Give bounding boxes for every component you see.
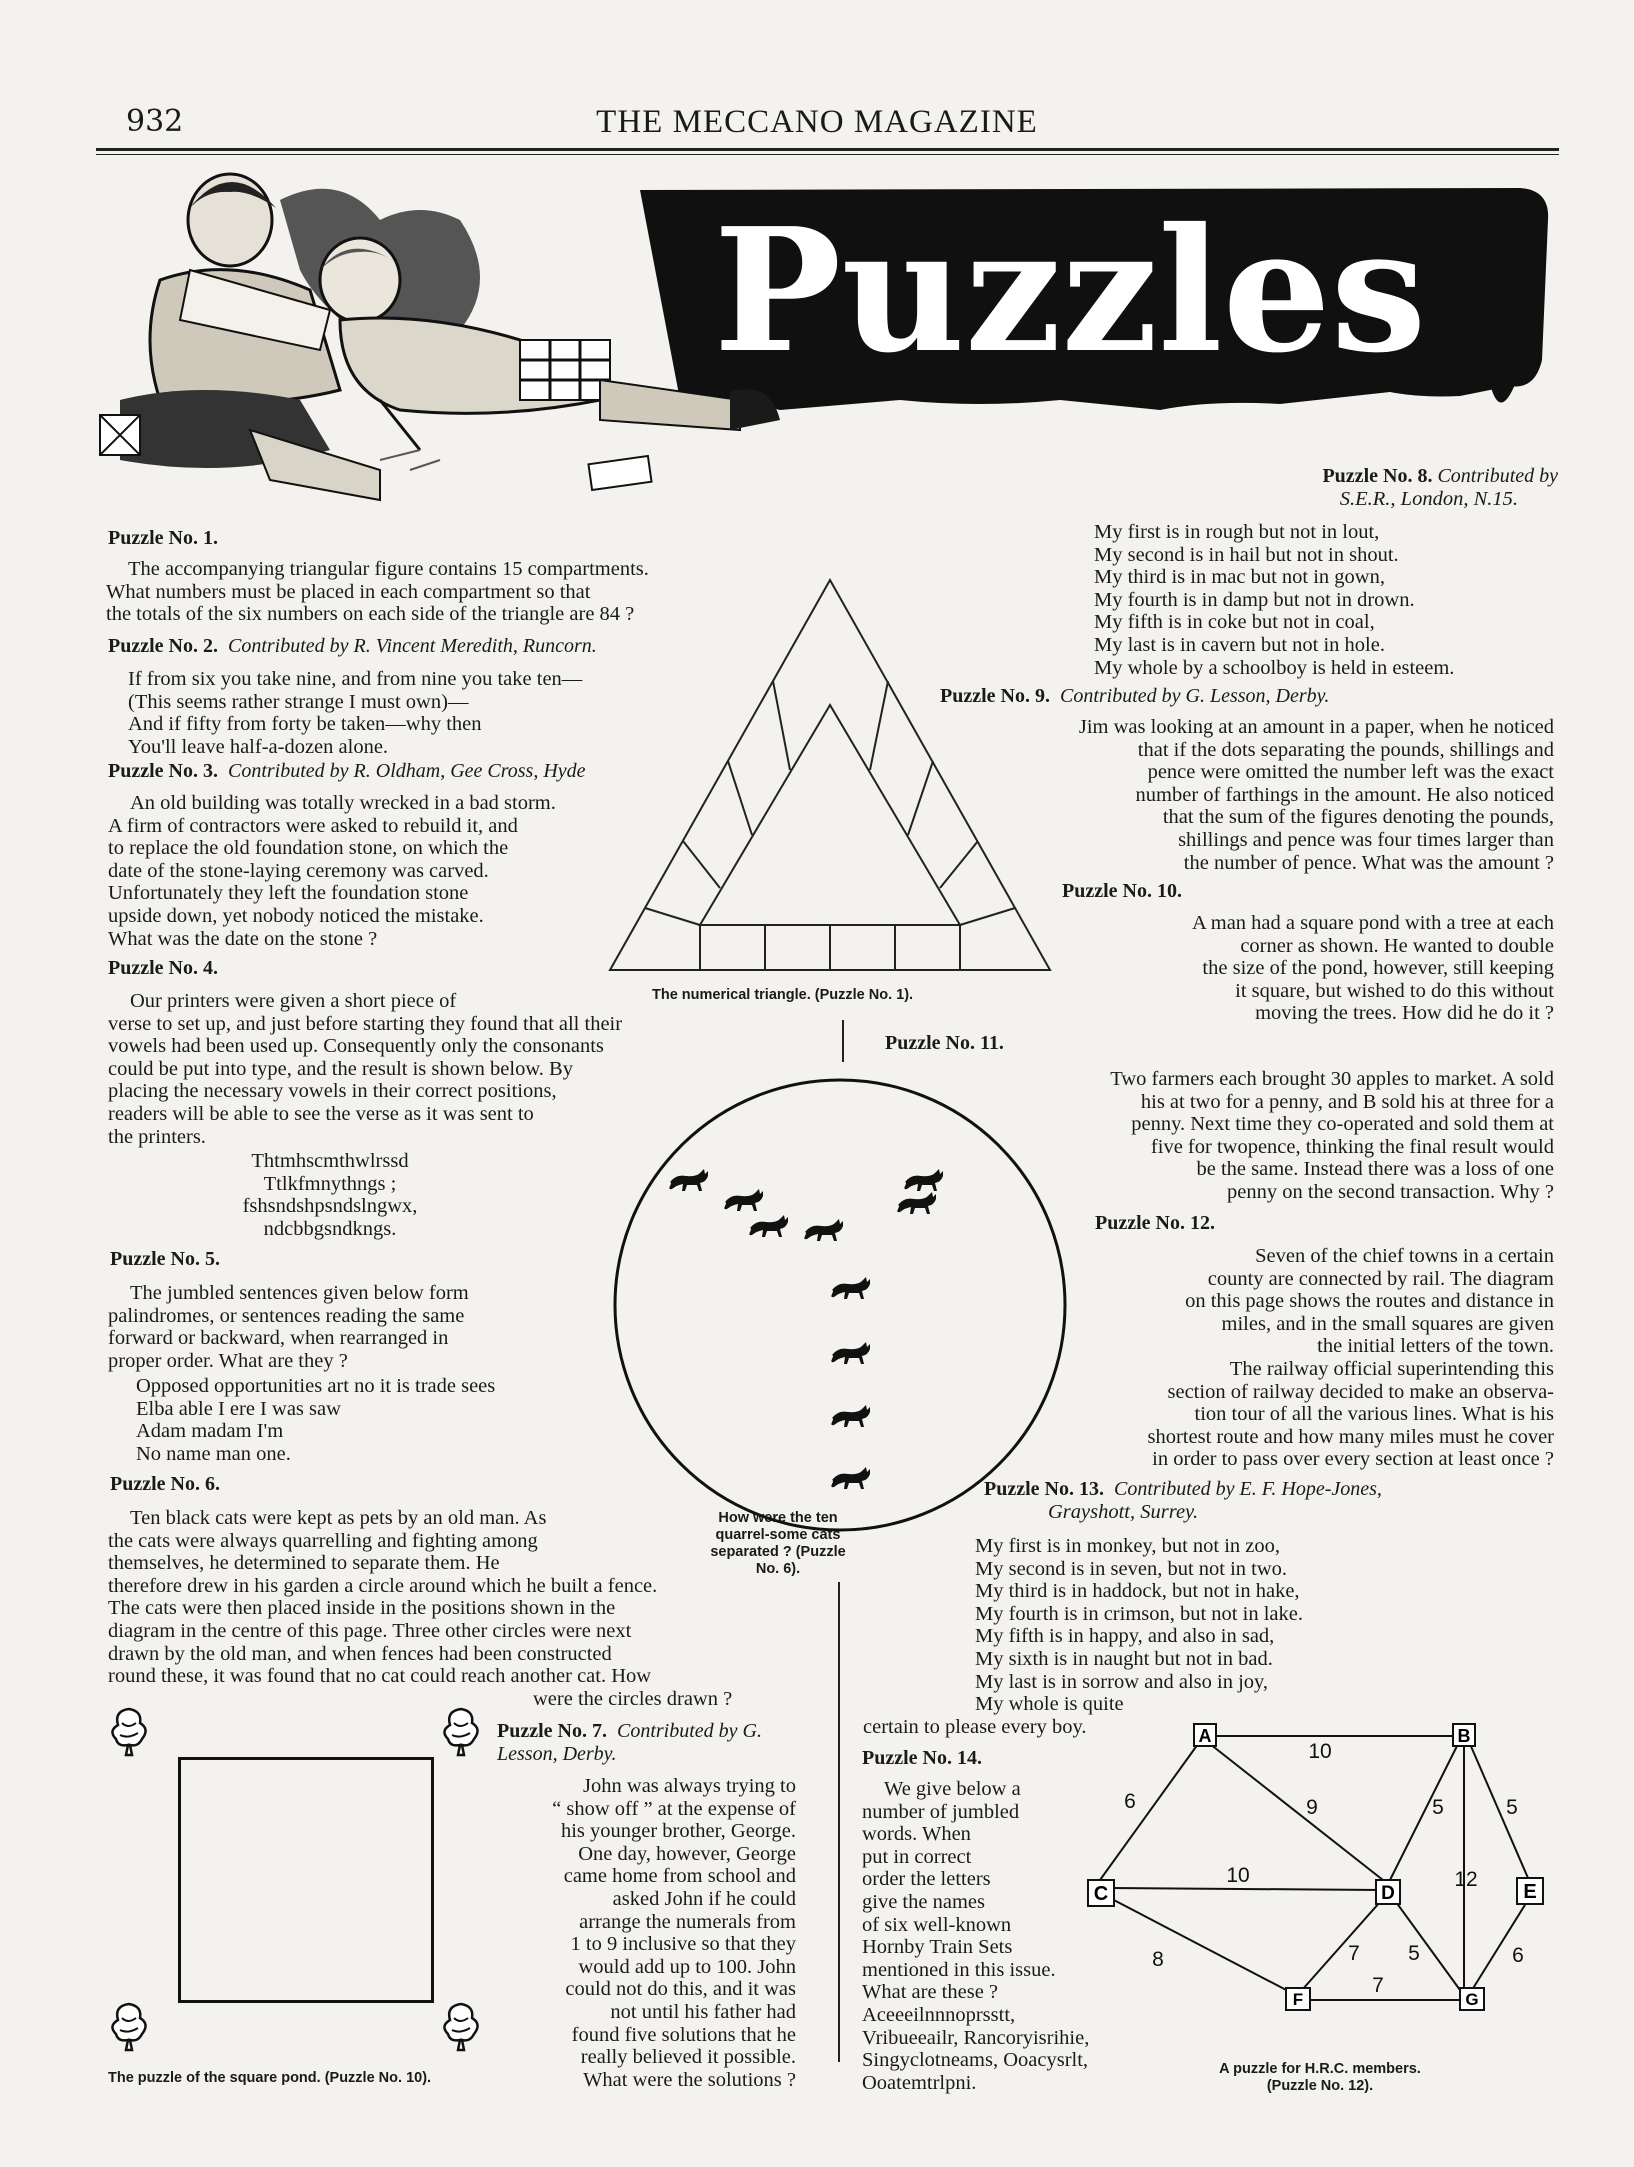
text-line: Singyclotneams, Ooacysrlt, [862,2049,1089,2072]
distance-eg: 6 [1512,1944,1524,1967]
text-line: What was the date on the stone ? [108,927,378,950]
text-line: found five solutions that he [571,2023,796,2046]
text-line: verse to set up, and just before starting they found that all their [108,1012,623,1035]
distance-bg: 12 [1454,1868,1478,1891]
puzzle-10-body [1060,912,1554,1025]
cat-4 [904,1169,943,1191]
text-line: proper order. What are they ? [108,1349,348,1372]
text-line: number of farthings in the amount. He also noticed [1135,783,1554,806]
text-line: arrange the numerals from [579,1910,796,1933]
palindrome-item: No name man one. [136,1442,291,1465]
puzzle-13-title: Puzzle No. 13. [984,1478,1104,1500]
cat-8 [831,1342,870,1364]
header-rule-thin [96,154,1559,155]
verse-line: fshsndshpsndslngwx, [242,1195,418,1218]
text-line: would add up to 100. John [578,1955,796,1978]
text-line: We give below a [884,1778,1021,1800]
text-line: were the circles drawn ? [533,1687,733,1710]
text-line: themselves, he determined to separate them. He [108,1552,500,1575]
railway-caption-line-1: A puzzle for H.R.C. members. [1219,2061,1421,2077]
text-line: that the sum of the figures denoting the pounds, [1162,806,1554,829]
distance-dg: 5 [1408,1942,1420,1965]
cat-3 [749,1215,788,1237]
text-line: be the same. Instead there was a loss of one [1196,1158,1554,1181]
puzzle-7-credit: Contributed by G. Lesson, Derby. [497,1720,762,1765]
puzzle-13-credit-line: Grayshott, Surrey. [1048,1501,1199,1523]
text-line: Two farmers each brought 30 apples to market. A sold [1110,1068,1554,1090]
cat-1 [669,1169,708,1191]
puzzle-6-body [108,1507,808,1710]
text-line: What were the solutions ? [583,2068,796,2091]
text-line: (This seems rather strange I must own)— [128,690,469,713]
puzzle-4-heading: Puzzle No. 4. [108,957,218,979]
text-line: Our printers were given a short piece of [130,990,457,1012]
text-line: the size of the pond, however, still keeping [1202,957,1554,980]
text-line: Hornby Train Sets [862,1936,1013,1959]
puzzle-9-heading [940,685,1329,708]
text-line: My second is in hail but not in shout. [1094,543,1399,566]
puzzle-5-body [108,1282,608,1372]
text-line: forward or backward, when rearranged in [108,1327,449,1350]
text-line: that if the dots separating the pounds, shillings and [1137,738,1554,761]
puzzle-8-credit: Contributed by [1437,465,1558,487]
text-line: upside down, yet nobody noticed the mistake. [108,904,484,927]
puzzle-6-heading: Puzzle No. 6. [110,1473,220,1495]
text-line: Unfortunately they left the foundation stone [108,882,469,905]
text-line: certain to please every boy. [863,1715,1087,1738]
header-rule [96,148,1559,151]
text-line: shortest route and how many miles must he cover [1147,1425,1554,1448]
text-line: the totals of the six numbers on each side of the triangle are 84 ? [106,603,635,626]
cat-7 [831,1277,870,1299]
text-line: moving the trees. How did he do it ? [1255,1002,1554,1025]
text-line: penny. Next time they co-operated and sold them at [1131,1113,1554,1136]
town-label-c: C [1093,1883,1109,1905]
town-label-b: B [1457,1726,1471,1746]
triangle-divider [773,681,790,770]
puzzle-10-heading: Puzzle No. 10. [1062,880,1182,902]
text-line: of six well-known [862,1913,1012,1936]
text-line: You'll leave half-a-dozen alone. [128,735,389,758]
text-line: tion tour of all the various lines. What is his [1194,1403,1554,1426]
text-line: Vribueeailr, Rancoryisrihie, [862,2026,1090,2049]
text-line: My last is in sorrow and also in joy, [975,1670,1269,1693]
cat-10 [831,1467,870,1489]
text-line: the printers. [108,1125,206,1148]
text-line: round these, it was found that no cat could reach another cat. How [108,1665,652,1688]
text-line: “ show off ” at the expense of [552,1797,796,1820]
puzzle-9-body [940,716,1554,874]
magazine-title: THE MECCANO MAGAZINE [596,104,1038,140]
page-number: 932 [126,104,184,139]
puzzle-11-heading: Puzzle No. 11. [885,1032,1004,1054]
text-line: his younger brother, George. [560,1820,796,1843]
text-line: My first is in rough but not in lout, [1094,521,1380,543]
text-line: My fourth is in damp but not in drown. [1094,588,1415,611]
text-line: mentioned in this issue. [862,1958,1056,1981]
text-line: My whole by a schoolboy is held in esteem. [1094,656,1455,679]
text-line: 1 to 9 inclusive so that they [570,1933,796,1956]
text-line: section of railway decided to make an observa- [1167,1380,1554,1403]
cats-circle-figure [600,1070,1080,1540]
text-line: An old building was totally wrecked in a bad storm. [130,792,556,814]
text-line: readers will be able to see the verse as it was sent to [108,1102,534,1125]
text-line: came home from school and [563,1865,796,1888]
text-line: number of jumbled [862,1800,1020,1823]
puzzle-7-title: Puzzle No. 7. [497,1720,607,1742]
text-line: My first is in monkey, but not in zoo, [975,1535,1281,1557]
distance-ad: 9 [1306,1796,1318,1819]
text-line: order the letters [862,1868,991,1891]
text-line: penny on the second transaction. Why ? [1227,1180,1554,1203]
puzzle-8-heading [1228,465,1558,488]
puzzle-7-body [494,1775,796,2091]
text-line: One day, however, George [578,1842,796,1865]
puzzle-3-credit: Contributed by R. Oldham, Gee Cross, Hyde [227,760,586,782]
text-line: What are these ? [862,1981,999,2004]
railway-diagram [1080,1720,1560,2020]
puzzle-3-body [108,792,668,950]
distance-ab: 10 [1308,1740,1332,1763]
verse-line: ndcbbgsndkngs. [263,1217,397,1240]
text-line: on this page shows the routes and distance in [1185,1290,1554,1313]
text-line: miles, and in the small squares are given [1221,1312,1554,1335]
distance-ac: 6 [1124,1790,1136,1813]
column-rule-lower [838,1582,840,2062]
town-label-a: A [1198,1726,1212,1746]
text-line: not until his father had [610,2000,796,2023]
distance-be: 5 [1506,1796,1518,1819]
palindrome-item: Opposed opportunities art no it is trade sees [136,1375,496,1397]
text-line: What numbers must be placed in each compartment so that [106,580,591,603]
text-line: My third is in haddock, but not in hake, [975,1580,1300,1603]
cat-9 [831,1405,870,1427]
distance-df: 7 [1348,1942,1360,1965]
text-line: in order to pass over every section at least once ? [1152,1448,1554,1471]
text-line: five for twopence, thinking the final result would [1150,1135,1554,1158]
town-label-f: F [1292,1990,1304,2009]
text-line: Jim was looking at an amount in a paper, when he noticed [1078,716,1554,738]
town-label-d: D [1381,1883,1395,1904]
verse-line: Thtmhscmthwlrssd [251,1150,409,1172]
text-line: John was always trying to [583,1775,796,1797]
text-line: A firm of contractors were asked to rebuild it, and [108,814,518,837]
text-line: corner as shown. He wanted to double [1240,934,1554,957]
distance-cf: 8 [1152,1948,1164,1971]
text-line: county are connected by rail. The diagram [1207,1267,1554,1290]
palindrome-item: Elba able I ere I was saw [136,1397,341,1420]
puzzle-7-heading [497,1720,817,1766]
text-line: the number of pence. What was the amount ? [1183,851,1554,874]
puzzle-12-body [1020,1245,1554,1471]
text-line: put in correct [862,1845,972,1868]
text-line: could not do this, and it was [565,1978,796,2001]
text-line: My whole is quite [975,1693,1124,1716]
text-line: his at two for a penny, and B sold his at three for a [1140,1090,1554,1113]
text-line: vowels had been used up. Consequently only the consonants [108,1035,604,1058]
text-line: The jumbled sentences given below form [130,1282,469,1304]
puzzle-12-heading: Puzzle No. 12. [1095,1212,1215,1234]
text-line: the initial letters of the town. [1317,1335,1554,1358]
cat-2 [724,1189,763,1211]
text-line: words. When [862,1823,971,1846]
banner-title: Puzzles [713,191,1427,391]
text-line: The railway official superintending this [1229,1357,1554,1380]
puzzle-2-credit: Contributed by R. Vincent Meredith, Runcorn. [227,635,597,657]
text-line: My last is in cavern but not in hole. [1094,633,1385,656]
puzzle-9-title: Puzzle No. 9. [940,685,1050,707]
puzzle-4-verse [150,1150,510,1240]
town-label-g: G [1465,1990,1479,2009]
text-line: Aceeeilnnnoprsstt, [862,2003,1016,2026]
tree-icon [440,1705,482,1757]
pond-caption: The puzzle of the square pond. (Puzzle No. 10). [108,2070,432,2086]
square-pond [178,1757,434,2003]
column-rule [842,1020,844,1062]
puzzle-14-heading: Puzzle No. 14. [862,1747,982,1769]
railway-caption-line-2: (Puzzle No. 12). [1266,2078,1374,2094]
text-line: asked John if he could [612,1887,796,1910]
tree-icon [108,1705,150,1757]
puzzle-2-title: Puzzle No. 2. [108,635,218,657]
text-line: My sixth is in naught but not in bad. [975,1647,1273,1670]
text-line: The cats were then placed inside in the positions shown in the [108,1597,616,1620]
text-line: Ooatemtrlpni. [862,2071,977,2094]
text-line: date of the stone-laying ceremony was carved. [108,859,489,882]
puzzle-13-body [863,1535,1415,1738]
text-line: really believed it possible. [580,2046,796,2069]
puzzle-13-credit: Contributed by E. F. Hope-Jones, [1113,1478,1382,1500]
text-line: it square, but wished to do this without [1235,979,1554,1002]
cat-6 [804,1219,843,1241]
garden-circle [615,1080,1065,1530]
distance-cd: 10 [1226,1864,1250,1887]
cat-5 [897,1192,936,1214]
tree-icon [440,2000,482,2052]
palindrome-item: Adam madam I'm [136,1420,284,1443]
text-line: And if fifty from forty be taken—why then [128,713,482,736]
text-line: My third is in mac but not in gown, [1094,566,1385,589]
text-line: My fifth is in coke but not in coal, [1094,611,1375,634]
railway-caption [1170,2061,1470,2095]
text-line: The accompanying triangular figure contains 15 compartments. [128,558,649,580]
text-line: Ten black cats were kept as pets by an old man. As [130,1507,547,1529]
text-line: shillings and pence was four times larger than [1178,828,1554,851]
tree-icon [108,2000,150,2052]
puzzle-5-heading: Puzzle No. 5. [110,1248,220,1270]
text-line: give the names [862,1890,985,1913]
text-line: My fourth is in crimson, but not in lake. [975,1602,1303,1625]
town-label-e: E [1523,1881,1537,1903]
puzzle-2-heading [108,635,597,658]
distance-fg: 7 [1372,1974,1384,1997]
puzzle-8-title: Puzzle No. 8. [1322,465,1433,487]
distance-bd: 5 [1432,1796,1444,1819]
puzzle-9-credit: Contributed by G. Lesson, Derby. [1059,685,1330,707]
text-line: the cats were always quarrelling and fighting among [108,1529,538,1552]
text-line: placing the necessary vowels in their correct positions, [108,1080,557,1103]
puzzle-13-heading [984,1478,1554,1501]
puzzle-5-items [136,1375,656,1465]
puzzle-1-heading: Puzzle No. 1. [108,527,218,549]
puzzle-3-heading [108,760,586,783]
text-line: could be put into type, and the result is shown below. By [108,1057,573,1080]
puzzle-8-credit-line: S.E.R., London, N.15. [1339,488,1518,510]
text-line: drawn by the old man, and when fences had been constructed [108,1642,612,1665]
text-line: pence were omitted the number left was the exact [1147,761,1554,784]
text-line: My second is in seven, but not in two. [975,1557,1288,1580]
puzzle-8-body [1094,521,1554,679]
triangle-caption: The numerical triangle. (Puzzle No. 1). [652,987,914,1003]
text-line: therefore drew in his garden a circle around which he built a fence. [108,1574,658,1597]
text-line: My fifth is in happy, and also in sad, [975,1625,1275,1648]
text-line: palindromes, or sentences reading the same [108,1304,465,1327]
text-line: If from six you take nine, and from nine you take ten— [128,668,583,690]
text-line: to replace the old foundation stone, on which the [108,837,509,860]
puzzle-3-title: Puzzle No. 3. [108,760,218,782]
text-line: A man had a square pond with a tree at each [1191,912,1554,934]
text-line: Seven of the chief towns in a certain [1255,1245,1554,1267]
cats-caption: How were the ten quarrel-some cats separated ? (Puzzle No. 6). [710,1510,846,1577]
verse-line: Ttlkfmnythngs ; [263,1172,397,1195]
text-line: diagram in the centre of this page. Three other circles were next [108,1619,632,1642]
